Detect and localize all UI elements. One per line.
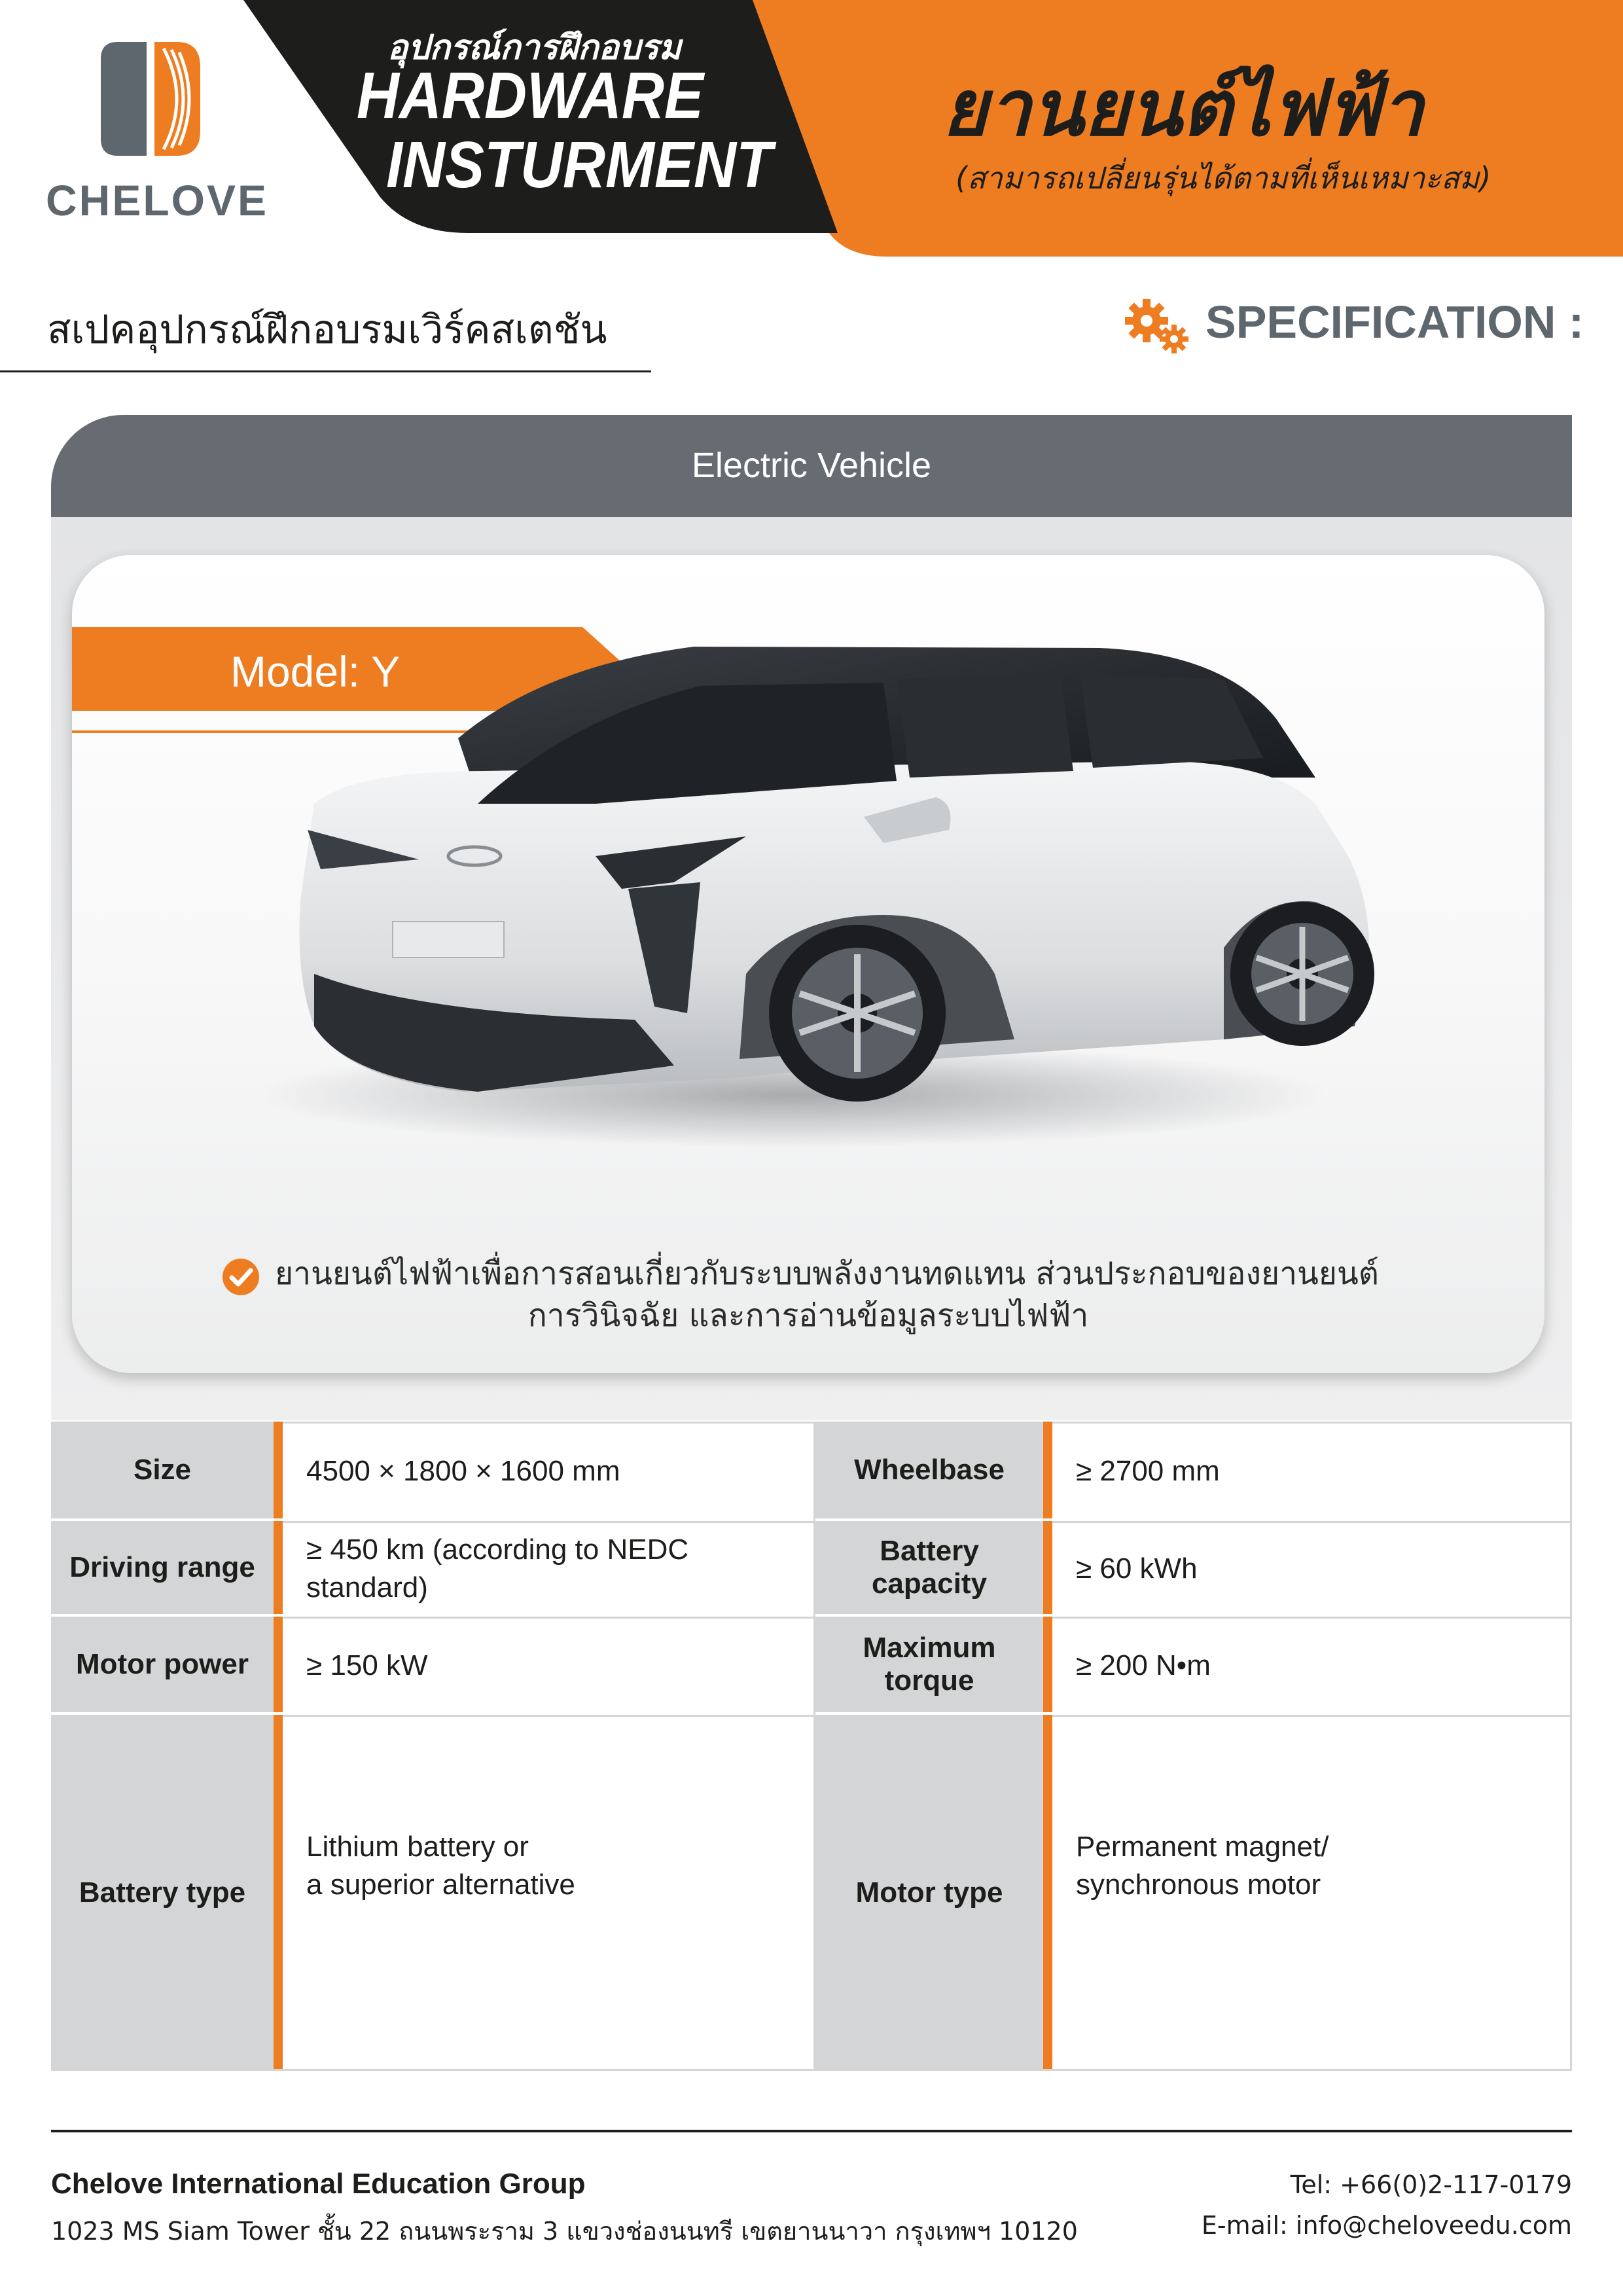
header-subtitle-th: อุปกรณ์การฝึกอบรม (387, 29, 681, 67)
footer-email: E-mail: info@cheloveedu.com (1201, 2211, 1572, 2240)
driving-range-value: ≥ 450 km (according to NEDC standard) (283, 1521, 815, 1614)
product-card (72, 555, 1544, 1373)
wheelbase-value: ≥ 2700 mm (1052, 1422, 1572, 1518)
model-label: Model: Y (230, 647, 401, 696)
max-torque-label (815, 1617, 1043, 1712)
spec-table (51, 1422, 1572, 2071)
table-border-mid (813, 1422, 815, 2071)
battery-capacity-label (815, 1521, 1043, 1614)
footer-address: 1023 MS Siam Tower ชั้น 22 ถนนพระราม 3 แขวงช่องนนทรี เขตยานนาวา กรุงเทพฯ 10120 (51, 2217, 1078, 2246)
battery-type-label: Battery type (51, 1715, 274, 2071)
specification-label: SPECIFICATION : (1205, 296, 1584, 348)
checkmark-icon (221, 1257, 260, 1297)
motor-power-value: ≥ 150 kW (283, 1617, 815, 1712)
description-line1: ยานยนต์ไฟฟ้าเพื่อการสอนเกี่ยวกับระบบพลังงานทดแทน ส่วนประกอบของยานยนต์ (275, 1255, 1379, 1292)
wheelbase-accent-bar (1043, 1422, 1052, 1518)
wheelbase-label: Wheelbase (815, 1422, 1043, 1518)
size-label: Size (51, 1422, 274, 1518)
section-underline (0, 370, 651, 372)
driving-range-accent-bar (274, 1521, 283, 1614)
brand-name: CHELOVE (46, 176, 269, 224)
driving-range-label: Driving range (51, 1521, 274, 1614)
header (0, 0, 1623, 262)
chelove-logo-icon (98, 41, 203, 157)
motor-type-accent-bar (1043, 1715, 1052, 2071)
max-torque-accent-bar (1043, 1617, 1052, 1712)
header-note-th: (สามารถเปลี่ยนรุ่นได้ตามที่เห็นเหมาะสม) (955, 160, 1491, 196)
motor-power-label: Motor power (51, 1617, 274, 1712)
size-value: 4500 × 1800 × 1600 mm (283, 1422, 865, 1518)
motor-type-label: Motor type (815, 1715, 1043, 2071)
gears-icon (1124, 298, 1190, 353)
description-line2: การวินิจฉัย และการอ่านข้อมูลระบบไฟฟ้า (527, 1297, 1089, 1334)
table-border-right (1570, 1422, 1572, 2071)
footer-company: Chelove International Education Group (51, 2168, 586, 2200)
header-title-line2: INSTURMENT (386, 128, 772, 202)
battery-capacity-label-l1: Battery (880, 1535, 979, 1567)
electric-car-image (203, 607, 1433, 1177)
footer-divider (51, 2130, 1572, 2132)
footer-tel: Tel: +66(0)2-117-0179 (1290, 2170, 1572, 2199)
battery-capacity-label-l2: capacity (871, 1568, 988, 1600)
max-torque-value: ≥ 200 N•m (1052, 1617, 1572, 1712)
battery-capacity-accent-bar (1043, 1521, 1052, 1614)
battery-type-value (283, 1715, 815, 2071)
motor-power-accent-bar (274, 1617, 283, 1712)
size-accent-bar (274, 1422, 283, 1518)
battery-capacity-value: ≥ 60 kWh (1052, 1521, 1572, 1614)
panel-header (51, 415, 1572, 517)
motor-type-value-l1: Permanent magnet/ (1076, 1831, 1329, 1863)
section-title-th: สเปคอุปกรณ์ฝึกอบรมเวิร์คสเตชัน (47, 307, 607, 353)
table-border-bottom (51, 2069, 1572, 2071)
panel-title: Electric Vehicle (691, 446, 932, 485)
battery-type-accent-bar (274, 1715, 283, 2071)
header-title-line1: HARDWARE (357, 59, 704, 132)
battery-type-value-l2: a superior alternative (306, 1869, 575, 1901)
header-title-th: ยานยนต์ไฟฟ้า (942, 63, 1424, 153)
battery-type-value-l1: Lithium battery or (306, 1831, 529, 1863)
motor-type-value-l2: synchronous motor (1076, 1869, 1321, 1901)
motor-type-value (1052, 1715, 1572, 2071)
max-torque-label-l2: torque (884, 1664, 974, 1696)
max-torque-label-l1: Maximum (863, 1632, 996, 1664)
